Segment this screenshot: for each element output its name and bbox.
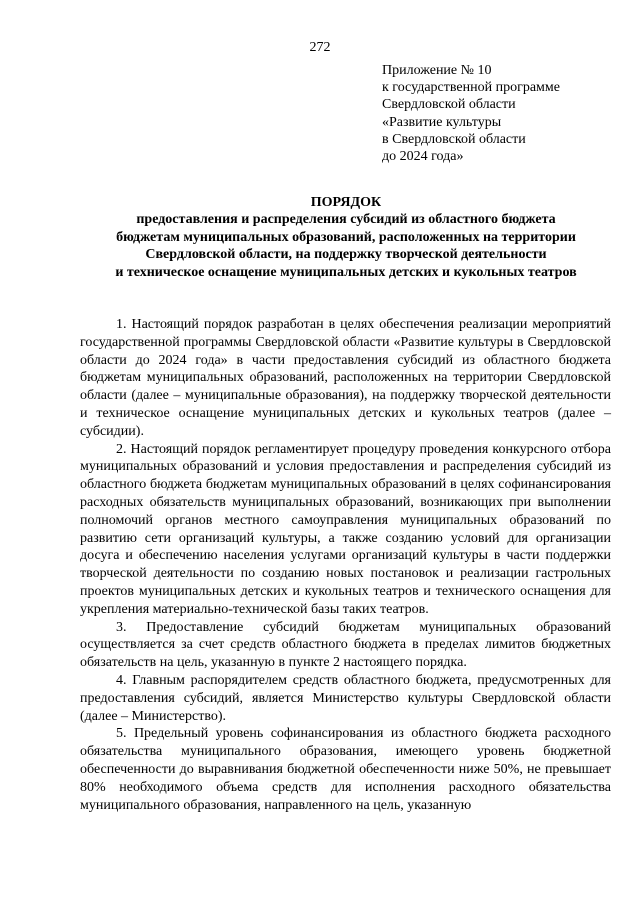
paragraph-5: 5. Предельный уровень софинансирования из областного бюджета расходного обязательства муниципального образования, имеющего уровень бюджетной обеспеченности до выравнивания бюджетной обеспеченности ниже 50%, не превышает 80% необходимого объема средств для исполнения расходного обязательства муниципального образования, направленного на цель, указанную bbox=[80, 726, 611, 813]
paragraph-1: 1. Настоящий порядок разработан в целях обеспечения реализации мероприятий государственной программы Свердловской области «Развитие культуры в Свердловской области до 2024 года» в части предоставления субсидий из областного бюджета бюджетам муниципальных образований, расположенных на территории Свердловской области (далее – муниципальные образования), на поддержку творческой деятельности и техническое оснащение муниципальных детских и кукольных театров (далее – субсидии). bbox=[80, 317, 611, 439]
paragraph-4: 4. Главным распорядителем средств областного бюджета, предусмотренных для предоставления субсидий, является Министерство культуры Свердловской области (далее – Министерство). bbox=[80, 672, 611, 724]
appendix-line: Приложение № 10 bbox=[382, 63, 492, 78]
paragraph-3: 3. Предоставление субсидий бюджетам муниципальных образований осуществляется за счет средств областного бюджета в пределах лимитов бюджетных обязательств на цель, указанную в пункте 2 настоящего порядка. bbox=[80, 619, 611, 671]
appendix-line: в Свердловской области bbox=[382, 131, 526, 147]
heading-line: бюджетам муниципальных образований, расположенных на территории bbox=[116, 229, 576, 245]
page-number: 272 bbox=[309, 40, 331, 55]
paragraph-2: 2. Настоящий порядок регламентирует процедуру проведения конкурсного отбора муниципальных образований и условия предоставления и распределения субсидий из областного бюджета бюджетам муниципальных образований в целях софинансирования расходных обязательств муниципальных образований, возникающих при выполнении полномочий органов местного самоуправления муниципальных образований по развитию сети организаций культуры, а также созданию условий для организации досуга и обеспечению населения услугами организаций культуры в части поддержки творческой деятельности по созданию новых постановок и реализации гастрольных проектов муниципальных детских и кукольных театров и технического оснащения для укрепления материально-технической базы таких театров. bbox=[80, 441, 611, 617]
heading-line: предоставления и распределения субсидий из областного бюджета bbox=[136, 212, 556, 228]
appendix-line: до 2024 года» bbox=[382, 149, 464, 165]
heading-line: и техническое оснащение муниципальных детских и кукольных театров bbox=[115, 264, 577, 280]
appendix-block bbox=[382, 62, 632, 165]
appendix-line: к государственной программе bbox=[382, 80, 560, 96]
document-body bbox=[80, 316, 611, 814]
heading-title: ПОРЯДОК bbox=[310, 195, 382, 210]
appendix-line: Свердловской области bbox=[382, 97, 516, 113]
document-heading bbox=[70, 194, 622, 281]
heading-line: Свердловской области, на поддержку творческой деятельности bbox=[145, 247, 547, 263]
appendix-line: «Развитие культуры bbox=[382, 114, 502, 130]
